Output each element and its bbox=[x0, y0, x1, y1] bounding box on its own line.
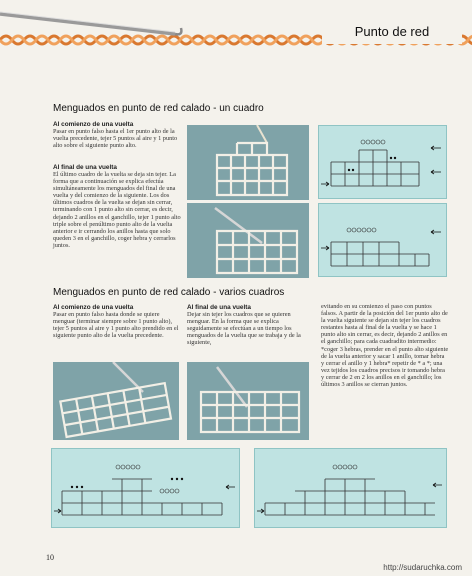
chart-diagram-1 bbox=[318, 125, 447, 199]
section2-start-text: Pasar en punto falso hasta donde se quiere menguar (terminar siempre sobre 1 punto alto), tejer 5 puntos al aire y 1 punto alto prendido en el siguiente punto alto de la vuelta precedente. bbox=[53, 311, 179, 340]
section2-continued-text: evitando en su comienzo el paso con puntos falsos. A partir de la posición del 1er punto alto de la vuelta siguiente se dejan sin tejer los cuadros restantes hasta al final de la vuelta y se hace 1 punto alto sin cerrar, es decir, dejando 2 anillos en el ganchillo; para cada cuadradito intermedio: *coger 3 hebras, prender en el punto alto siguiente de la vuelta anterior y sacar 1 anillo, tomar hebra y cerrar el anillo y 1 hebra* repetir de * a *; una vez tejidos los cuadros precisos ir tomando hebra y cerrar de 2 en 2 los anillos en el ganchillo; los últimos 3 anillos se cierran juntos. bbox=[321, 303, 449, 389]
crochet-photo-3 bbox=[53, 362, 179, 440]
page-number: 10 bbox=[46, 553, 54, 562]
crochet-photo-2 bbox=[187, 203, 309, 278]
watermark-url: http://sudaruchka.com bbox=[383, 563, 462, 572]
chart-diagram-3 bbox=[51, 448, 240, 528]
section2-heading: Menguados en punto de red calado - varios cuadros bbox=[53, 287, 285, 298]
section2-end-subheading: Al final de una vuelta bbox=[187, 304, 251, 311]
page-header bbox=[0, 0, 472, 60]
page-title: Punto de red bbox=[322, 20, 462, 44]
section1-heading: Menguados en punto de red calado - un cuadro bbox=[53, 103, 264, 114]
section2-start-subheading: Al comienzo de una vuelta bbox=[53, 304, 134, 311]
section1-start-subheading: Al comienzo de una vuelta bbox=[53, 121, 134, 128]
section1-start-text: Pasar en punto falso hasta el 1er punto alto de la vuelta precedente, tejer 5 puntos al aire y 1 punto alto sobre el siguiente punto alto. bbox=[53, 128, 178, 150]
crochet-hook-icon bbox=[0, 0, 190, 40]
section2-end-text: Dejar sin tejer los cuadros que se quieren menguar. En la forma que se explica seguidamente se efectúan a un tiempo los menguados de la vuelta que se trabaja y de la siguiente, bbox=[187, 311, 301, 347]
chart-diagram-2 bbox=[318, 203, 447, 277]
crochet-photo-1 bbox=[187, 125, 309, 200]
crochet-photo-4 bbox=[187, 362, 309, 440]
section1-end-text: El último cuadro de la vuelta se deja sin tejer. La forma que a continuación se explica efectúa simultáneamente los menguados del final de una vuelta y del comienzo de la siguiente. Los dos últimos cuadros de la vuelta se dejan sin cerrar, terminando con 1 punto alto sin cerrar, es decir, dejando 2 anillos en el ganchillo, tejer 1 punto alto triple sobre el penúltimo punto alto de la vuelta anterior e ir cerrando los anillos hasta que solo queden 3 en el ganchillo, coger hebra y cerrarlos juntos. bbox=[53, 171, 181, 249]
chart-diagram-4 bbox=[254, 448, 447, 528]
section1-end-subheading: Al final de una vuelta bbox=[53, 164, 117, 171]
